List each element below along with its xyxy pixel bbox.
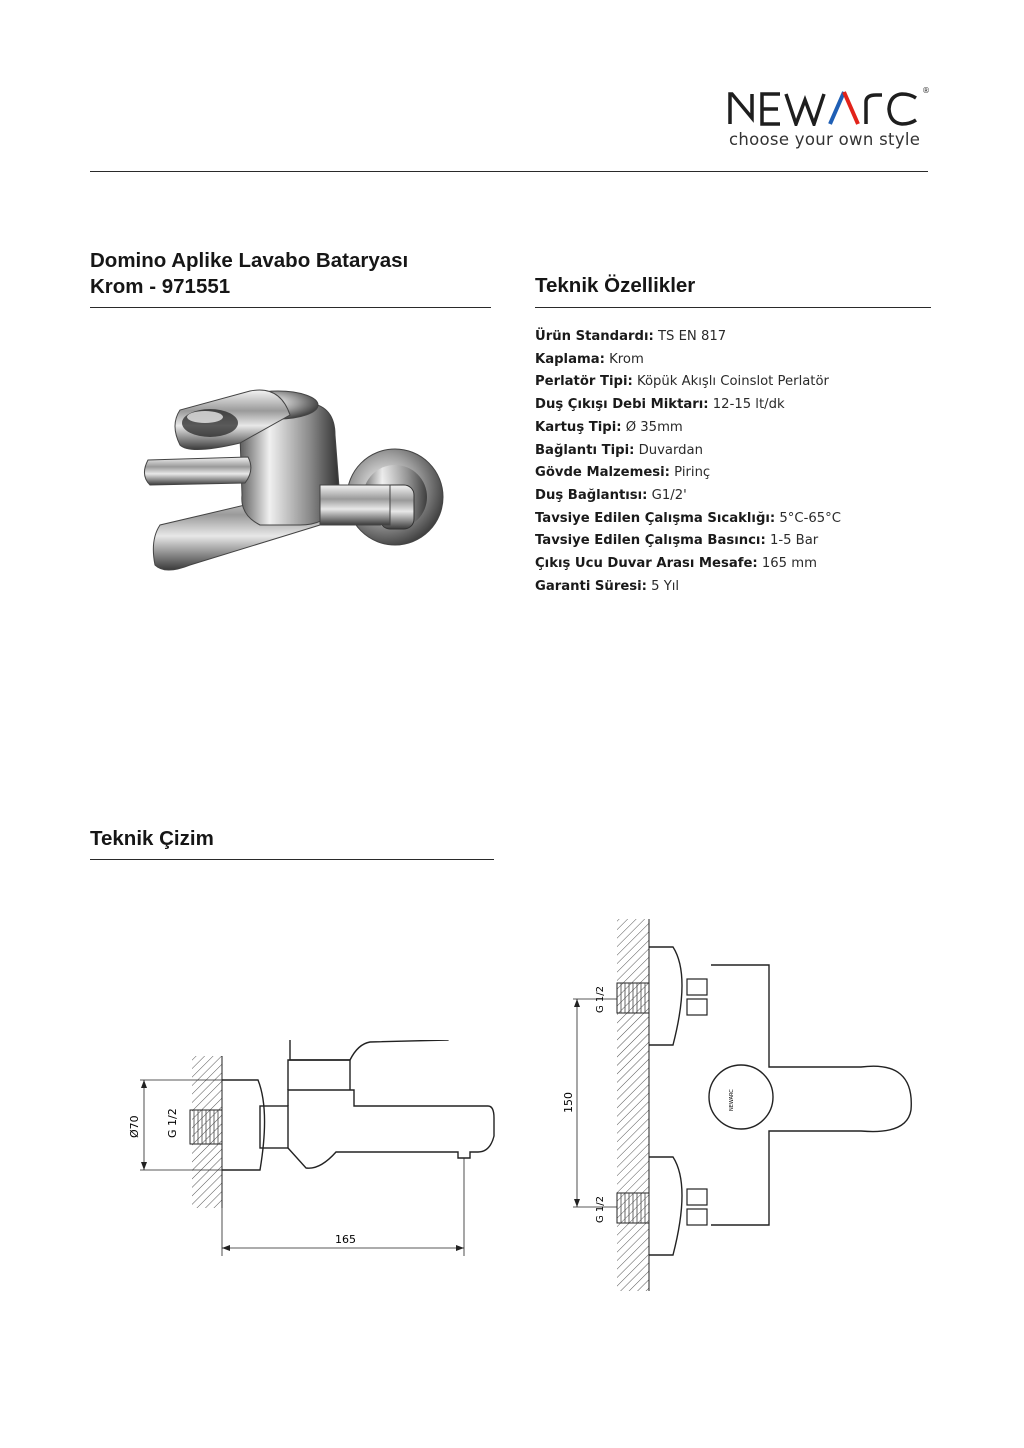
dim-thread-bottom-label: G 1/2 [595, 1195, 606, 1223]
spec-item [535, 530, 841, 553]
drawing-section-title: Teknik Çizim [90, 827, 214, 850]
dim-thread-label: G 1/2 [166, 1108, 179, 1138]
spec-item [535, 440, 841, 463]
spec-key: Kartuş Tipi: [535, 419, 622, 435]
spec-value: TS EN 817 [657, 329, 727, 344]
dim-length-label: 165 [335, 1233, 356, 1246]
logo-wordmark-graphic [726, 82, 922, 126]
spec-key: Kaplama: [535, 351, 605, 367]
dim-spacing-label: 150 [562, 1092, 575, 1113]
logo-tagline: choose your own style [729, 130, 921, 149]
registered-mark-icon: ® [922, 86, 930, 95]
spec-key: Ürün Standardı: [535, 329, 654, 344]
spec-item [535, 553, 841, 576]
product-code: Krom - 971551 [90, 275, 231, 298]
spec-key: Tavsiye Edilen Çalışma Sıcaklığı: [535, 510, 776, 526]
spec-item [535, 485, 841, 508]
spec-item [535, 417, 841, 440]
technical-drawing-front-view [555, 915, 935, 1295]
technical-drawing-side-view [110, 1040, 510, 1270]
spec-value: 1-5 Bar [769, 533, 819, 549]
spec-value: 12-15 lt/dk [712, 397, 785, 413]
spec-list [535, 326, 841, 598]
product-name: Domino Aplike Lavabo Bataryası [90, 249, 409, 272]
spec-value: Duvardan [638, 442, 703, 458]
spec-key: Duş Çıkışı Debi Miktarı: [535, 397, 709, 413]
newarc-logo [726, 82, 936, 154]
spec-key: Perlatör Tipi: [535, 374, 633, 390]
spec-key: Gövde Malzemesi: [535, 465, 670, 481]
dim-diameter-label: Ø70 [128, 1115, 141, 1138]
spec-title-divider [535, 307, 931, 308]
product-title-divider [90, 307, 491, 308]
spec-value: 5°C-65°C [779, 510, 841, 526]
spec-value: 5 Yıl [651, 578, 680, 594]
spec-key: Çıkış Ucu Duvar Arası Mesafe: [535, 556, 758, 572]
spec-item [535, 394, 841, 417]
spec-value: Krom [609, 351, 644, 367]
front-brand-mark: NEWARC [729, 1089, 735, 1111]
spec-item [535, 371, 841, 394]
spec-key: Tavsiye Edilen Çalışma Basıncı: [535, 533, 766, 549]
spec-key: Duş Bağlantısı: [535, 487, 648, 503]
drawing-title-divider [90, 859, 494, 860]
spec-value: Pirinç [674, 465, 711, 481]
spec-item [535, 508, 841, 531]
spec-value: Köpük Akışlı Coinslot Perlatör [636, 374, 829, 390]
spec-value: Ø 35mm [625, 419, 683, 435]
spec-key: Garanti Süresi: [535, 578, 647, 594]
header-divider [90, 171, 928, 172]
spec-item [535, 462, 841, 485]
spec-value: 165 mm [761, 556, 817, 572]
product-title [90, 248, 408, 300]
spec-value: G1/2' [651, 487, 687, 503]
spec-item [535, 349, 841, 372]
spec-section-title: Teknik Özellikler [535, 274, 696, 297]
spec-item [535, 576, 841, 599]
spec-key: Bağlantı Tipi: [535, 442, 635, 458]
spec-item [535, 326, 841, 349]
logo-wordmark [726, 82, 922, 133]
dim-thread-top-label: G 1/2 [595, 985, 606, 1013]
product-photo [130, 375, 460, 585]
